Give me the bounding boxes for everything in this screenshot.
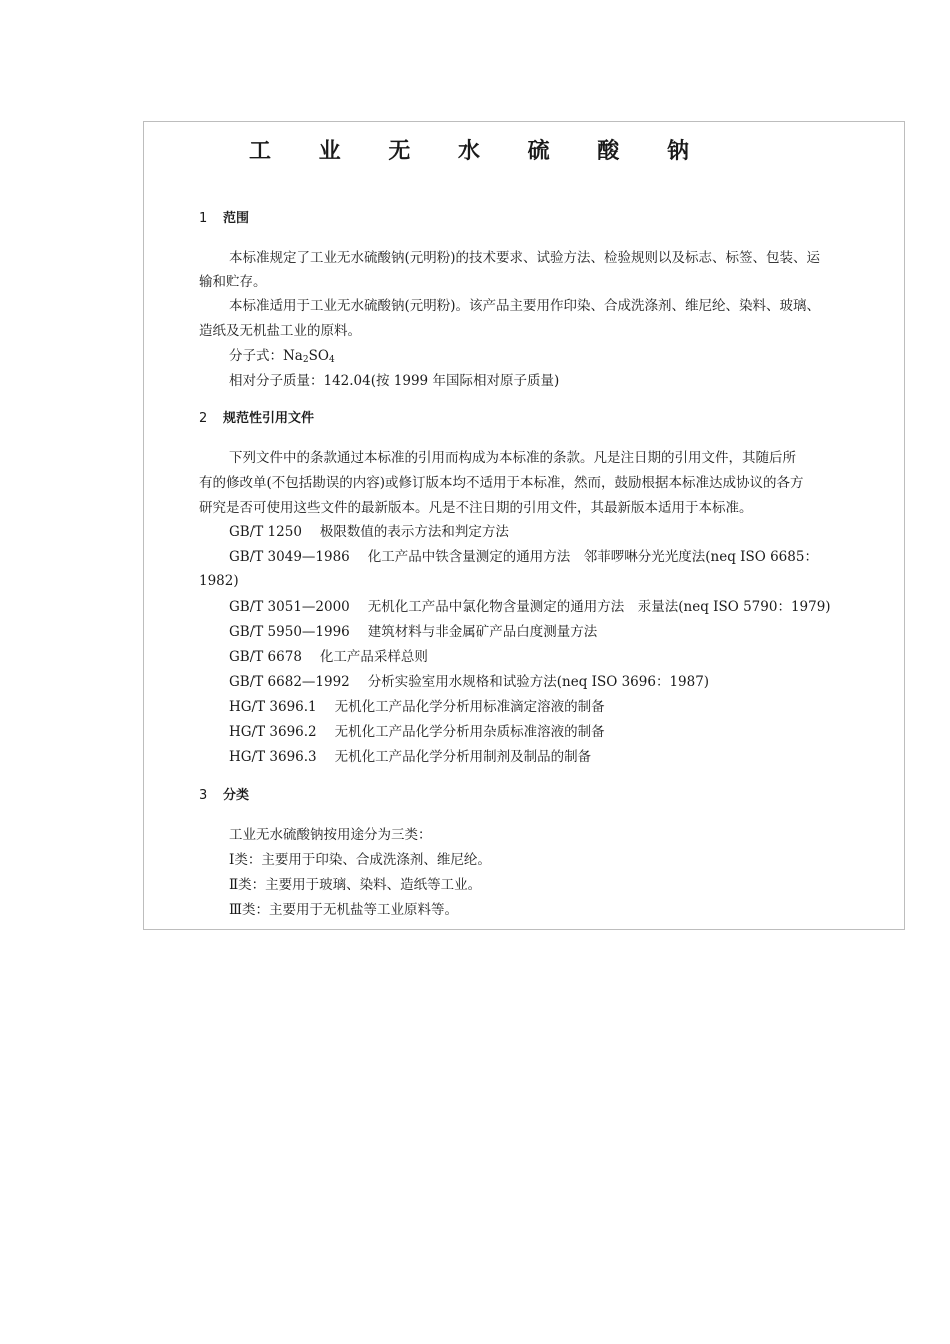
ref-item: HG/T 3696.2 无机化工产品化学分析用杂质标准溶液的制备 [229, 724, 605, 740]
document-title: 工 业 无 水 硫 酸 钠 [249, 139, 709, 164]
refs-intro-line1: 下列文件中的条款通过本标准的引用而构成为本标准的条款。凡是注日期的引用文件，其随后所 [229, 450, 796, 466]
refs-intro-line2: 有的修改单(不包括勘误的内容)或修订版本均不适用于本标准，然而，鼓励根据本标准达成协议的各方 [199, 475, 804, 491]
class-item: Ⅱ类：主要用于玻璃、染料、造纸等工业。 [229, 877, 482, 893]
classification-intro: 工业无水硫酸钠按用途分为三类： [229, 827, 432, 843]
class-item: Ⅲ类：主要用于无机盐等工业原料等。 [229, 902, 459, 918]
section-2-heading: 2 规范性引用文件 [199, 411, 315, 426]
ref-item: GB/T 6682—1992 分析实验室用水规格和试验方法(neq ISO 3696：1987) [229, 674, 710, 690]
ref-item: GB/T 1250 极限数值的表示方法和判定方法 [229, 524, 509, 540]
ref-item: HG/T 3696.3 无机化工产品化学分析用制剂及制品的制备 [229, 749, 592, 765]
molecular-formula: 分子式：$Na_2SO_4$ [229, 348, 335, 365]
section-3-heading: 3 分类 [199, 788, 250, 803]
refs-intro-line3: 研究是否可使用这些文件的最新版本。凡是不注日期的引用文件，其最新版本适用于本标准。 [199, 500, 753, 516]
ref-item: HG/T 3696.1 无机化工产品化学分析用标准滴定溶液的制备 [229, 699, 605, 715]
ref-item-continuation: 1982) [199, 573, 239, 589]
ref-item: GB/T 5950—1996 建筑材料与非金属矿产品白度测量方法 [229, 624, 598, 640]
scope-p1-line2: 输和贮存。 [199, 274, 267, 290]
scope-p1-line1: 本标准规定了工业无水硫酸钠(元明粉)的技术要求、试验方法、检验规则以及标志、标签、包装、运 [229, 250, 821, 266]
section-1-heading: 1 范围 [199, 211, 250, 226]
ref-item: GB/T 6678 化工产品采样总则 [229, 649, 428, 665]
scope-p2-line1: 本标准适用于工业无水硫酸钠(元明粉)。该产品主要用作印染、合成洗涤剂、维尼纶、染料、玻璃、 [229, 298, 821, 314]
class-item: Ⅰ类：主要用于印染、合成洗涤剂、维尼纶。 [229, 852, 491, 868]
molecular-mass: 相对分子质量：142.04(按 1999 年国际相对原子质量) [229, 373, 560, 389]
ref-item: GB/T 3051—2000 无机化工产品中氯化物含量测定的通用方法 汞量法(neq ISO 5790：1979) [229, 599, 831, 615]
scope-p2-line2: 造纸及无机盐工业的原料。 [199, 323, 361, 339]
ref-item: GB/T 3049—1986 化工产品中铁含量测定的通用方法 邻菲啰啉分光光度法(neq ISO 6685： [229, 549, 818, 565]
